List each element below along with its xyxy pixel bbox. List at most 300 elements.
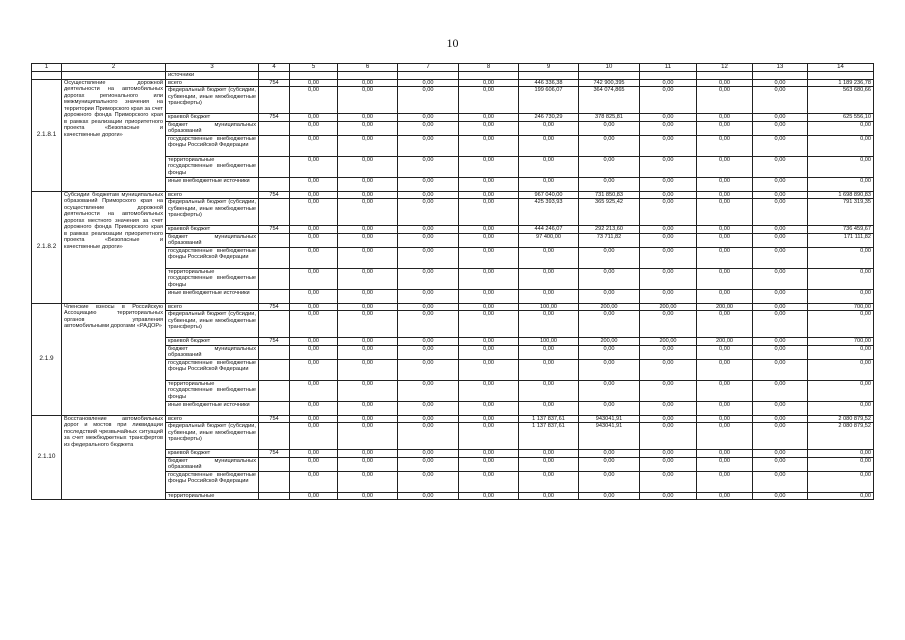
value-cell: 791 319,35: [808, 199, 874, 226]
grbs-code: 754: [259, 415, 290, 423]
value-cell: 0,00: [640, 423, 697, 450]
value-cell: 0,00: [519, 401, 579, 415]
value-cell: 0,00: [338, 415, 398, 423]
value-cell: 0,00: [459, 345, 519, 359]
value-cell: 0,00: [290, 457, 338, 471]
row-code: 2.1.8.2: [32, 191, 62, 303]
value-cell: 0,00: [579, 345, 640, 359]
value-cell: 378 825,81: [579, 114, 640, 122]
grbs-code: [259, 380, 290, 401]
column-header: 2: [62, 64, 166, 72]
grbs-code: [259, 135, 290, 156]
funding-source: федеральный бюджет (субсидии, субвенции, иные межбюджетные трансферты): [166, 87, 259, 114]
value-cell: 0,00: [459, 423, 519, 450]
value-cell: 0,00: [459, 289, 519, 303]
value-cell: 0,00: [808, 268, 874, 289]
value-cell: 0,00: [753, 471, 808, 492]
value-cell: 0,00: [338, 114, 398, 122]
value-cell: 0,00: [697, 199, 753, 226]
value-cell: 0,00: [398, 177, 459, 191]
value-cell: 0,00: [808, 492, 874, 500]
value-cell: 0,00: [459, 114, 519, 122]
value-cell: 0,00: [398, 423, 459, 450]
value-cell: 200,00: [697, 303, 753, 311]
value-cell: 0,00: [640, 79, 697, 87]
funding-source: краевой бюджет: [166, 114, 259, 122]
value-cell: 0,00: [808, 311, 874, 338]
funding-source: федеральный бюджет (субсидии, субвенции, иные межбюджетные трансферты): [166, 423, 259, 450]
grbs-code: [259, 233, 290, 247]
value-cell: 700,00: [808, 338, 874, 346]
value-cell: 0,00: [697, 87, 753, 114]
value-cell: 0,00: [519, 247, 579, 268]
value-cell: 0,00: [753, 87, 808, 114]
grbs-code: 754: [259, 191, 290, 199]
value-cell: 0,00: [753, 311, 808, 338]
value-cell: 0,00: [519, 135, 579, 156]
value-cell: 0,00: [753, 268, 808, 289]
value-cell: 0,00: [808, 289, 874, 303]
value-cell: 246 730,29: [519, 114, 579, 122]
value-cell: 0,00: [338, 380, 398, 401]
value-cell: 0,00: [753, 423, 808, 450]
value-cell: 0,00: [640, 226, 697, 234]
row-code: 2.1.9: [32, 303, 62, 415]
value-cell: 0,00: [338, 233, 398, 247]
value-cell: 0,00: [753, 79, 808, 87]
funding-source: государственные внебюджетные фонды Российской Федерации: [166, 359, 259, 380]
grbs-code: [259, 311, 290, 338]
funding-source: иные внебюджетные источники: [166, 289, 259, 303]
value-cell: 73 711,82: [579, 233, 640, 247]
value-cell: 446 336,38: [519, 79, 579, 87]
value-cell: 0,00: [753, 289, 808, 303]
value-cell: 0,00: [338, 303, 398, 311]
grbs-code: [259, 401, 290, 415]
value-cell: [808, 72, 874, 80]
funding-source: всего: [166, 79, 259, 87]
grbs-code: 754: [259, 338, 290, 346]
column-header: 6: [338, 64, 398, 72]
value-cell: 0,00: [398, 233, 459, 247]
value-cell: 0,00: [459, 177, 519, 191]
value-cell: 0,00: [640, 401, 697, 415]
value-cell: 0,00: [459, 121, 519, 135]
value-cell: 0,00: [640, 121, 697, 135]
funding-source: территориальные: [166, 492, 259, 500]
value-cell: 0,00: [579, 247, 640, 268]
value-cell: 0,00: [519, 121, 579, 135]
value-cell: 0,00: [338, 191, 398, 199]
grbs-code: 754: [259, 114, 290, 122]
value-cell: 0,00: [398, 114, 459, 122]
value-cell: 0,00: [640, 199, 697, 226]
funding-source: бюджет муниципальных образований: [166, 457, 259, 471]
grbs-code: 754: [259, 79, 290, 87]
value-cell: 0,00: [640, 289, 697, 303]
value-cell: 0,00: [519, 311, 579, 338]
grbs-code: [259, 423, 290, 450]
value-cell: 2 080 879,52: [808, 415, 874, 423]
value-cell: 0,00: [697, 233, 753, 247]
value-cell: [753, 72, 808, 80]
value-cell: 0,00: [338, 199, 398, 226]
funding-source: государственные внебюджетные фонды Российской Федерации: [166, 471, 259, 492]
value-cell: 0,00: [290, 303, 338, 311]
value-cell: 0,00: [808, 345, 874, 359]
value-cell: 200,00: [640, 303, 697, 311]
value-cell: 1 137 837,61: [519, 423, 579, 450]
value-cell: 0,00: [697, 247, 753, 268]
funding-source: иные внебюджетные источники: [166, 401, 259, 415]
value-cell: 0,00: [290, 87, 338, 114]
value-cell: 0,00: [697, 492, 753, 500]
grbs-code: [259, 121, 290, 135]
column-header: 10: [579, 64, 640, 72]
value-cell: 0,00: [697, 156, 753, 177]
value-cell: 0,00: [519, 289, 579, 303]
value-cell: 0,00: [640, 268, 697, 289]
grbs-code: [259, 87, 290, 114]
value-cell: 0,00: [398, 338, 459, 346]
value-cell: [697, 72, 753, 80]
funding-source: всего: [166, 303, 259, 311]
value-cell: 0,00: [640, 191, 697, 199]
grbs-code: [259, 199, 290, 226]
column-header: 4: [259, 64, 290, 72]
value-cell: 0,00: [398, 289, 459, 303]
value-cell: 0,00: [398, 401, 459, 415]
row-name: Членские взносы в Российскую Ассоциацию территориальных органов управления автомобильными дорогами «РАДОР»: [62, 303, 166, 415]
value-cell: 0,00: [459, 303, 519, 311]
table-row: [32, 415, 874, 423]
value-cell: 0,00: [459, 359, 519, 380]
row-code: 2.1.8.1: [32, 79, 62, 191]
table-body: [32, 64, 874, 500]
value-cell: 292 213,60: [579, 226, 640, 234]
value-cell: 0,00: [459, 338, 519, 346]
funding-source: бюджет муниципальных образований: [166, 121, 259, 135]
source-cell: источники: [166, 72, 259, 80]
value-cell: 0,00: [640, 311, 697, 338]
value-cell: 0,00: [753, 191, 808, 199]
value-cell: 0,00: [697, 226, 753, 234]
value-cell: 0,00: [338, 450, 398, 458]
grbs-code: [259, 247, 290, 268]
value-cell: 0,00: [640, 457, 697, 471]
grbs-code: [259, 156, 290, 177]
funding-source: иные внебюджетные источники: [166, 177, 259, 191]
value-cell: 0,00: [697, 121, 753, 135]
value-cell: [519, 72, 579, 80]
value-cell: 625 556,10: [808, 114, 874, 122]
grbs-code: [259, 457, 290, 471]
column-header: 1: [32, 64, 62, 72]
value-cell: 0,00: [338, 423, 398, 450]
budget-table: [31, 63, 874, 500]
column-header: 13: [753, 64, 808, 72]
value-cell: 0,00: [290, 233, 338, 247]
value-cell: 200,00: [697, 338, 753, 346]
value-cell: 0,00: [459, 247, 519, 268]
funding-source: бюджет муниципальных образований: [166, 233, 259, 247]
column-header: 12: [697, 64, 753, 72]
value-cell: 0,00: [338, 289, 398, 303]
value-cell: 0,00: [398, 450, 459, 458]
value-cell: 0,00: [338, 401, 398, 415]
value-cell: 0,00: [459, 457, 519, 471]
value-cell: 0,00: [753, 415, 808, 423]
value-cell: 0,00: [338, 177, 398, 191]
value-cell: 1 189 236,78: [808, 79, 874, 87]
value-cell: 0,00: [640, 247, 697, 268]
value-cell: [640, 72, 697, 80]
value-cell: 0,00: [579, 359, 640, 380]
value-cell: 0,00: [579, 156, 640, 177]
value-cell: 0,00: [753, 303, 808, 311]
value-cell: 0,00: [519, 177, 579, 191]
value-cell: 0,00: [398, 268, 459, 289]
value-cell: 0,00: [290, 191, 338, 199]
funding-source: всего: [166, 191, 259, 199]
grbs-code: [259, 471, 290, 492]
value-cell: [579, 72, 640, 80]
value-cell: 0,00: [579, 457, 640, 471]
value-cell: 0,00: [290, 247, 338, 268]
grbs-code: [259, 289, 290, 303]
value-cell: 0,00: [459, 79, 519, 87]
value-cell: 0,00: [290, 156, 338, 177]
value-cell: 0,00: [398, 457, 459, 471]
value-cell: 0,00: [290, 177, 338, 191]
value-cell: 943041,91: [579, 415, 640, 423]
column-header: 9: [519, 64, 579, 72]
value-cell: 0,00: [579, 450, 640, 458]
value-cell: 0,00: [338, 87, 398, 114]
value-cell: 967 040,00: [519, 191, 579, 199]
value-cell: 0,00: [519, 492, 579, 500]
value-cell: 0,00: [579, 380, 640, 401]
value-cell: 0,00: [697, 380, 753, 401]
value-cell: 0,00: [640, 87, 697, 114]
value-cell: 199 606,07: [519, 87, 579, 114]
value-cell: 0,00: [697, 177, 753, 191]
value-cell: 0,00: [290, 289, 338, 303]
value-cell: 0,00: [640, 233, 697, 247]
value-cell: 365 925,42: [579, 199, 640, 226]
value-cell: 0,00: [398, 345, 459, 359]
grbs-code: [259, 268, 290, 289]
value-cell: 0,00: [753, 247, 808, 268]
value-cell: 0,00: [753, 380, 808, 401]
value-cell: 200,00: [579, 303, 640, 311]
value-cell: 0,00: [579, 311, 640, 338]
value-cell: 0,00: [459, 415, 519, 423]
value-cell: 0,00: [519, 380, 579, 401]
value-cell: 0,00: [338, 247, 398, 268]
funding-source: государственные внебюджетные фонды Российской Федерации: [166, 135, 259, 156]
value-cell: 1 137 837,61: [519, 415, 579, 423]
value-cell: 0,00: [519, 156, 579, 177]
value-cell: 0,00: [459, 471, 519, 492]
value-cell: 0,00: [640, 415, 697, 423]
value-cell: 0,00: [290, 121, 338, 135]
value-cell: 0,00: [697, 268, 753, 289]
value-cell: 0,00: [398, 359, 459, 380]
value-cell: 0,00: [290, 345, 338, 359]
value-cell: 0,00: [338, 79, 398, 87]
value-cell: 0,00: [459, 268, 519, 289]
row-name: Осуществление дорожной деятельности на автомобильных дорогах регионального или межмуниципального значения на территории Приморского края за счет дорожного фонда Приморского края в рамках реализации приоритетного проекта «Безопасные и качественные дороги»: [62, 79, 166, 191]
value-cell: 0,00: [290, 401, 338, 415]
value-cell: 0,00: [697, 135, 753, 156]
value-cell: 0,00: [640, 114, 697, 122]
value-cell: 0,00: [290, 338, 338, 346]
value-cell: 0,00: [697, 423, 753, 450]
value-cell: 0,00: [808, 471, 874, 492]
value-cell: 0,00: [640, 135, 697, 156]
value-cell: 0,00: [338, 359, 398, 380]
value-cell: 0,00: [338, 268, 398, 289]
value-cell: 0,00: [697, 114, 753, 122]
value-cell: 0,00: [290, 114, 338, 122]
value-cell: 0,00: [459, 233, 519, 247]
value-cell: 0,00: [579, 135, 640, 156]
value-cell: 0,00: [753, 338, 808, 346]
value-cell: 0,00: [398, 303, 459, 311]
value-cell: 0,00: [459, 401, 519, 415]
column-header: 8: [459, 64, 519, 72]
value-cell: 0,00: [290, 450, 338, 458]
value-cell: 0,00: [338, 311, 398, 338]
value-cell: 0,00: [753, 121, 808, 135]
value-cell: 0,00: [753, 114, 808, 122]
value-cell: 0,00: [640, 359, 697, 380]
value-cell: [290, 72, 338, 80]
value-cell: 1 698 890,83: [808, 191, 874, 199]
value-cell: 0,00: [640, 492, 697, 500]
value-cell: 425 393,93: [519, 199, 579, 226]
value-cell: 0,00: [338, 156, 398, 177]
value-cell: [459, 72, 519, 80]
value-cell: 0,00: [398, 415, 459, 423]
value-cell: 0,00: [808, 135, 874, 156]
value-cell: 0,00: [808, 457, 874, 471]
value-cell: 0,00: [697, 345, 753, 359]
value-cell: 0,00: [459, 492, 519, 500]
value-cell: 0,00: [290, 423, 338, 450]
value-cell: 0,00: [579, 471, 640, 492]
value-cell: 0,00: [290, 135, 338, 156]
value-cell: 0,00: [398, 199, 459, 226]
value-cell: 0,00: [398, 156, 459, 177]
value-cell: 0,00: [459, 226, 519, 234]
value-cell: 0,00: [808, 450, 874, 458]
value-cell: 731 850,83: [579, 191, 640, 199]
funding-source: государственные внебюджетные фонды Российской Федерации: [166, 247, 259, 268]
value-cell: 700,00: [808, 303, 874, 311]
funding-source: территориальные государственные внебюджетные фонды: [166, 156, 259, 177]
value-cell: 2 080 879,52: [808, 423, 874, 450]
value-cell: 0,00: [697, 311, 753, 338]
funding-source: территориальные государственные внебюджетные фонды: [166, 380, 259, 401]
value-cell: 364 074,865: [579, 87, 640, 114]
grbs-code: [259, 177, 290, 191]
value-cell: 0,00: [697, 79, 753, 87]
value-cell: 0,00: [398, 471, 459, 492]
value-cell: 0,00: [808, 401, 874, 415]
value-cell: 0,00: [753, 359, 808, 380]
value-cell: 0,00: [640, 177, 697, 191]
column-header: 5: [290, 64, 338, 72]
value-cell: 0,00: [398, 79, 459, 87]
value-cell: 0,00: [640, 380, 697, 401]
value-cell: 0,00: [697, 415, 753, 423]
funding-source: всего: [166, 415, 259, 423]
value-cell: 0,00: [290, 311, 338, 338]
value-cell: 444 246,07: [519, 226, 579, 234]
grbs-code: [259, 345, 290, 359]
value-cell: 0,00: [398, 311, 459, 338]
value-cell: 0,00: [753, 492, 808, 500]
value-cell: 0,00: [808, 121, 874, 135]
value-cell: 0,00: [753, 226, 808, 234]
grbs-code: [259, 492, 290, 500]
name-cell: [62, 72, 166, 80]
value-cell: 0,00: [808, 156, 874, 177]
column-header: 11: [640, 64, 697, 72]
value-cell: [398, 72, 459, 80]
value-cell: 0,00: [640, 450, 697, 458]
value-cell: 0,00: [519, 268, 579, 289]
value-cell: 0,00: [459, 450, 519, 458]
value-cell: 0,00: [338, 492, 398, 500]
value-cell: 0,00: [753, 401, 808, 415]
value-cell: 0,00: [579, 177, 640, 191]
page-number: 10: [446, 36, 459, 50]
value-cell: 0,00: [338, 471, 398, 492]
value-cell: 0,00: [290, 199, 338, 226]
grbs-code: [259, 359, 290, 380]
value-cell: 0,00: [398, 247, 459, 268]
value-cell: 0,00: [697, 450, 753, 458]
value-cell: 97 400,00: [519, 233, 579, 247]
value-cell: 171 111,82: [808, 233, 874, 247]
value-cell: 0,00: [753, 457, 808, 471]
funding-source: краевой бюджет: [166, 450, 259, 458]
funding-source: федеральный бюджет (субсидии, субвенции, иные межбюджетные трансферты): [166, 311, 259, 338]
value-cell: 0,00: [398, 121, 459, 135]
value-cell: 100,00: [519, 303, 579, 311]
value-cell: 0,00: [808, 247, 874, 268]
value-cell: 0,00: [459, 191, 519, 199]
value-cell: 200,00: [640, 338, 697, 346]
funding-source: краевой бюджет: [166, 226, 259, 234]
value-cell: 0,00: [808, 359, 874, 380]
column-header: 3: [166, 64, 259, 72]
value-cell: 100,00: [519, 338, 579, 346]
value-cell: 0,00: [753, 450, 808, 458]
value-cell: 0,00: [640, 156, 697, 177]
column-header: 7: [398, 64, 459, 72]
value-cell: 0,00: [579, 121, 640, 135]
value-cell: 0,00: [640, 345, 697, 359]
value-cell: 0,00: [697, 191, 753, 199]
column-header: 14: [808, 64, 874, 72]
row-name: Субсидии бюджетам муниципальных образований Приморского края на осуществление дорожной деятельности на автомобильных дорогах местного значения за счет дорожного фонда Приморского края в рамках реализации приоритетного проекта «Безопасные и качественные дороги»: [62, 191, 166, 303]
value-cell: 0,00: [579, 268, 640, 289]
value-cell: 0,00: [459, 156, 519, 177]
